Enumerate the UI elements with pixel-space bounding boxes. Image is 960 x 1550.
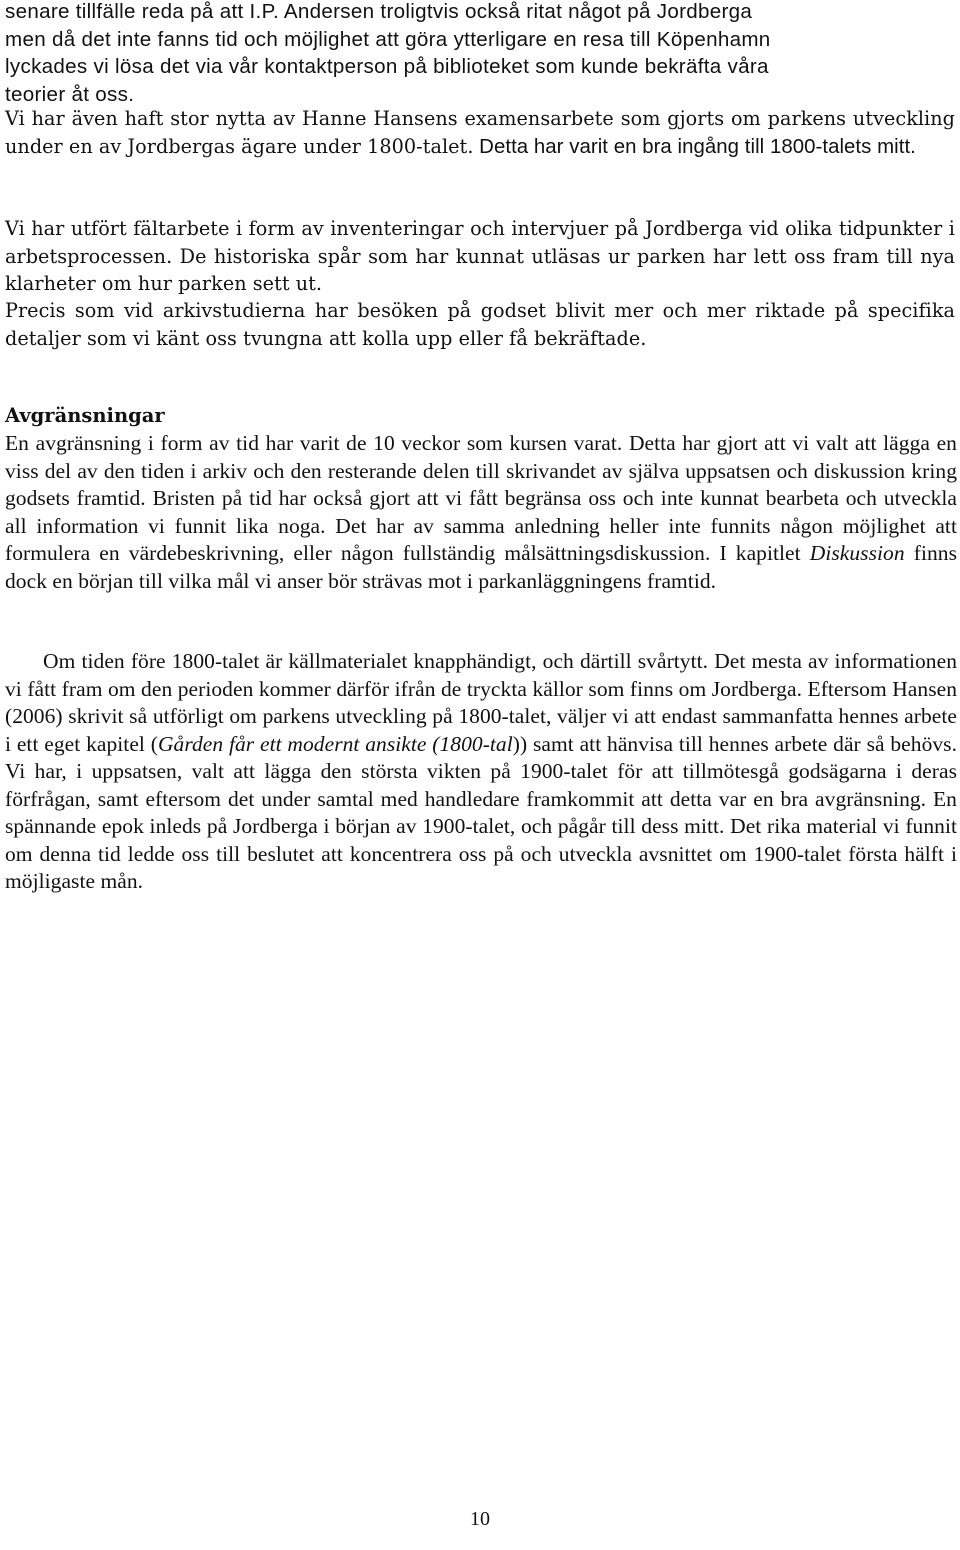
paragraph-visits: Precis som vid arkivstudierna har besöken på godset blivit mer och mer riktade på specifika detaljer som vi känt oss tvungna att kolla upp eller få bekräftade. (5, 299, 955, 350)
text-span: Bristen på tid har också gjort att vi fått begränsa oss och inte kunnat bearbeta och utveckla all information vi funnit lika noga. (5, 486, 957, 538)
text-span: finns dock en början till vilka mål vi anser bör strävas mot i parkanläggningens framtid. (5, 541, 957, 593)
chapter-reference: Diskussion (809, 541, 905, 565)
text-span: Vi har utfört fältarbete i form av inventeringar och intervjuer på Jordberga vid olika tidpunkter i arbetsprocessen. (5, 217, 955, 268)
text-line: lyckades vi lösa det via vår kontaktperson på biblioteket som kunde bekräfta våra (5, 55, 769, 78)
text-span: Detta har gjort att vi valt att lägga en viss del av den tiden i arkiv och den resterande delen till skrivandet av själva uppsatsen och diskussion kring godsets framtid. (5, 431, 957, 510)
text-line: senare tillfälle reda på att I.P. Andersen troligtvis också ritat något på Jordberga (5, 0, 753, 23)
text-span: De historiska spår som har kunnat utläsas ur parken har lett oss fram till nya klarheter om hur parken sett ut. (5, 244, 955, 295)
section-heading: Avgränsningar (5, 404, 165, 427)
text-line: teorier åt oss. (5, 82, 135, 106)
text-span: Det har av samma anledning heller inte funnits någon möjlighet att formulera en värdebeskrivning, eller någon fullständig målsättningsdiskussion. (5, 513, 957, 565)
text-line: men då det inte fanns tid och möjlighet att göra ytterligare en resa till Köpenhamn (5, 27, 771, 51)
top-paragraph (5, 0, 955, 108)
text-span: I kapitlet (710, 541, 810, 565)
page-number: 10 (470, 1508, 490, 1530)
chapter-reference: Gården får ett modernt ansikte (1800-tal (157, 731, 513, 756)
text-span: Om tiden före 1800-talet är källmaterialet knapphändigt, och därtill svårtytt. Det mesta av informationen vi fått fram om den perioden kommer därför ifrån de tryckta källor som finns om Jordberga. (5, 649, 957, 701)
text-span: En avgränsning i form av tid har varit de 10 veckor som kursen varat. (5, 431, 623, 455)
paragraph-limitations (5, 430, 957, 595)
text-span: )) samt att hänvisa till hennes arbete där så behövs. (512, 731, 958, 756)
paragraph-time-period (5, 648, 957, 896)
text-span: Eftersom Hansen (2006) skrivit så utförligt om parkens utveckling på 1800-talet, väljer vi att endast sammanfatta hennes arbete i ett eget kapitel ( (5, 676, 957, 756)
text-span: Detta har varit en bra ingång till 1800-talets mitt. (473, 135, 916, 158)
paragraph-hansen (5, 105, 955, 161)
text-span: En spännande epok inleds på Jordberga i början av 1900-talet, och pågår till dess mitt. Det rika material vi funnit om denna tid ledde oss till beslutet att koncentrera oss på och utveckla avsnittet om 1900-talet första hälft i möjligaste mån. (5, 786, 957, 893)
text-span: Vi har även haft stor nytta av Hanne Hansens examensarbete som gjorts om parkens utveckling under en av Jordbergas ägare under 1800-talet. (5, 107, 955, 158)
paragraph-fieldwork (5, 215, 955, 298)
text-span: Vi har, i uppsatsen, valt att lägga den största vikten på 1900-talet för att tillmötesgå godsägarna i deras förfrågan, samt eftersom det under samtal med handledare framkommit att detta var en bra avgränsning. (5, 759, 957, 811)
